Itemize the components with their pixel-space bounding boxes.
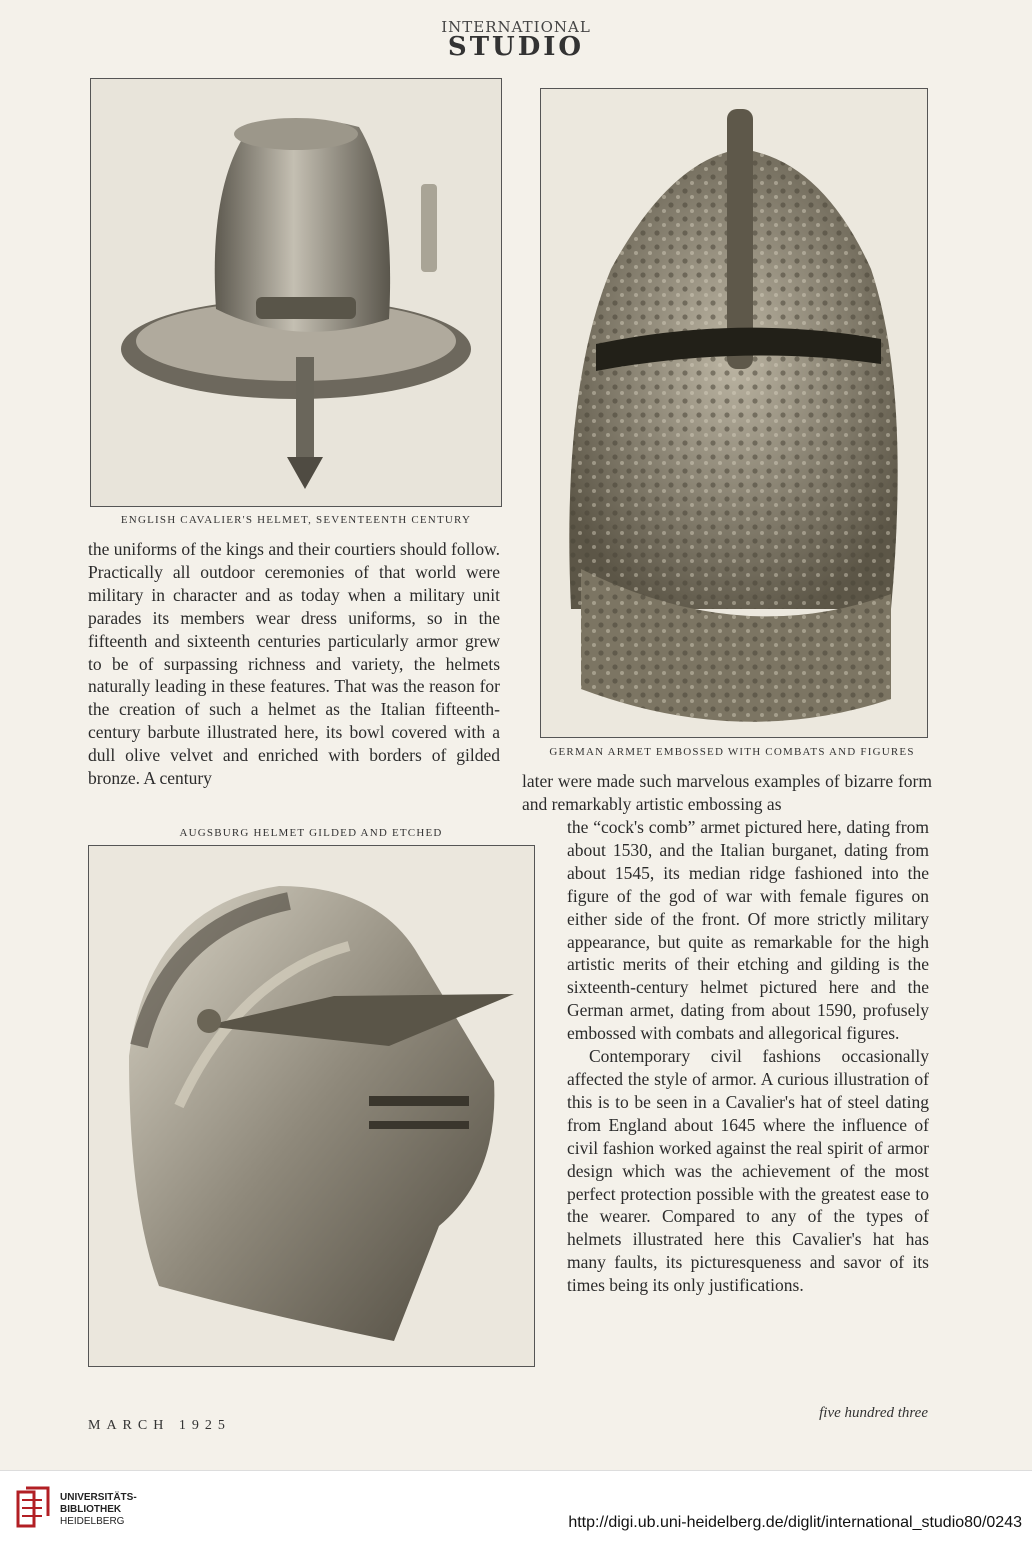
page-number: five hundred three [819, 1405, 928, 1421]
caption-german: GERMAN ARMET EMBOSSED WITH COMBATS AND FIGURES [549, 746, 915, 758]
cavalier-helmet-illustration [91, 79, 501, 506]
masthead-title: STUDIO [447, 32, 585, 62]
augsburg-helmet-photo [88, 845, 535, 1367]
right-column-text [567, 816, 929, 1297]
library-name-line: UNIVERSITÄTS- [60, 1492, 137, 1503]
caption-augsburg: AUGSBURG HELMET GILDED AND ETCHED [179, 827, 443, 839]
paragraph: later were made such marvelous examples of bizarre form and remarkably artistic embossing as [522, 771, 932, 814]
german-armet-photo [540, 88, 928, 738]
caption-cavalier: ENGLISH CAVALIER'S HELMET, SEVENTEENTH CENTURY [120, 514, 472, 526]
augsburg-helmet-illustration [89, 846, 534, 1366]
library-name-line: BIBLIOTHEK [60, 1504, 122, 1515]
masthead-subtitle: INTERNATIONAL [441, 18, 591, 36]
issue-date: MARCH 1925 [88, 1418, 231, 1433]
library-logo-icon [14, 1486, 54, 1532]
paragraph: Contemporary civil fashions occasionally affected the style of armor. A curious illustration of this is to be seen in a Cavalier's hat of steel dating from England about 1645 where the influence of civil fashion worked against the real spirit of armor design which was the achievement of the most perfect protection possible with the greatest ease to the wearer. Compared to any of the types of helmets illustrated here this Cavalier's hat has many faults, its picturesqueness and savor of its times being its only justifications. [567, 1046, 929, 1296]
library-name [60, 1492, 137, 1528]
paragraph: the “cock's comb” armet pictured here, dating from about 1530, and the Italian burganet, dating from about 1545, its median ridge fashioned into the figure of the god of war with female figures on either side of the front. Of more strictly military appearance, but quite as remarkable for the high artistic merits of their etching and gilding is the sixteenth-century helmet pictured here and the German armet, dating from about 1590, profusely embossed with combats and allegorical figures. [567, 817, 929, 1044]
library-name-line: HEIDELBERG [60, 1516, 125, 1527]
paragraph: the uniforms of the kings and their courtiers should follow. Practically all outdoor ceremonies of that world were military in character and as today when a military unit parades its members wear dress uniforms, so in the fifteenth and sixteenth centuries particularly armor grew to be of surpassing richness and variety, the helmets naturally leading in these features. That was the reason for the creation of such a helmet as the Italian fifteenth-century barbute illustrated here, its bowl covered with a dull olive velvet and enriched with borders of gilded bronze. A century [88, 539, 500, 789]
right-column-wide-text [522, 770, 932, 816]
source-url-link[interactable]: http://digi.ub.uni-heidelberg.de/diglit/international_studio80/0243 [568, 1514, 1022, 1531]
german-armet-illustration [541, 89, 927, 737]
left-column-text [88, 538, 500, 790]
cavalier-helmet-photo [90, 78, 502, 507]
library-bar [0, 1470, 1032, 1554]
